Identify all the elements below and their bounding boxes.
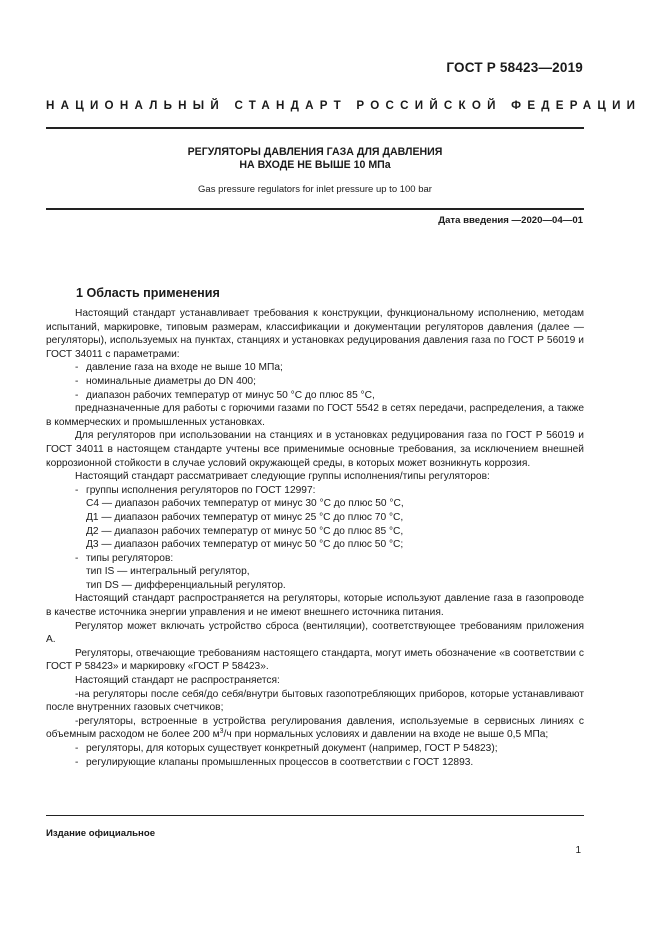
list-item-text-tail: /ч при нормальных условиях и давлении на входе не выше 0,5 МПа; bbox=[223, 729, 549, 741]
english-title: Gas pressure regulators for inlet pressure up to 100 bar bbox=[198, 184, 432, 195]
list-subitem: Д1 — диапазон рабочих температур от минус 25 °С до плюс 70 °С, bbox=[86, 511, 404, 523]
list-subitem: Д2 — диапазон рабочих температур от минус 50 °С до плюс 85 °С, bbox=[86, 525, 404, 537]
dash-marker: - bbox=[75, 743, 79, 754]
list-item-text: диапазон рабочих температур от минус 50 °С до плюс 85 °С, bbox=[86, 389, 375, 401]
title-line-1: РЕГУЛЯТОРЫ ДАВЛЕНИЯ ГАЗА ДЛЯ ДАВЛЕНИЯ bbox=[187, 146, 443, 158]
footer-divider bbox=[46, 815, 584, 816]
list-item-text: номинальные диаметры до DN 400; bbox=[86, 375, 256, 387]
list-item bbox=[46, 389, 584, 403]
list-item bbox=[46, 756, 584, 770]
header-divider bbox=[46, 127, 584, 129]
list-subitem: Д3 — диапазон рабочих температур от минус 50 °С до плюс 50 °С; bbox=[86, 539, 404, 551]
list-item bbox=[46, 484, 584, 498]
list-item bbox=[46, 742, 584, 756]
list-item-text: на регуляторы после себя/до себя/внутри бытовых газопотребляющих приборов, которые устанавливают после внутренних газовых счетчиков; bbox=[46, 688, 584, 714]
list-subitem: С4 — диапазон рабочих температур от минус 30 °С до плюс 50 °С, bbox=[86, 498, 404, 510]
dash-marker: - bbox=[75, 484, 79, 496]
list-item bbox=[46, 688, 584, 715]
list-subitem: тип DS — дифференциальный регулятор. bbox=[86, 579, 286, 591]
page-number: 1 bbox=[575, 845, 581, 856]
paragraph-scope: Настоящий стандарт устанавливает требования к конструкции, функциональному исполнению, методам испытаний, маркировке, типовым размерам, классификации и документации регуляторов давления (далее — регуляторы), используемых на пунктах, станциях и установках редуцирования давления газа по ГОСТ Р 56019 и ГОСТ 34011 с параметрами: bbox=[46, 308, 584, 360]
dash-marker: - bbox=[75, 756, 79, 768]
section-heading: 1 Область применения bbox=[76, 286, 220, 300]
list-item-text: регуляторы, для которых существует конкретный документ (например, ГОСТ Р 54823); bbox=[86, 743, 498, 754]
paragraph-continuation: предназначенные для работы с горючими газами по ГОСТ 5542 в сетях передачи, распределения, а также в коммерческих и промышленных установках. bbox=[46, 403, 584, 428]
paragraph-groups-intro: Настоящий стандарт рассматривает следующие группы исполнения/типы регуляторов: bbox=[75, 471, 490, 483]
paragraph-relief-device: Регулятор может включать устройство сброса (вентиляции), соответствующее требованиям приложения А. bbox=[46, 620, 584, 646]
list-item bbox=[46, 375, 584, 389]
paragraph-marking: Регуляторы, отвечающие требованиям настоящего стандарта, могут иметь обозначение «в соответствии с ГОСТ Р 58423» и маркировку «ГОСТ Р 58423». bbox=[46, 647, 584, 673]
list-item bbox=[46, 552, 584, 566]
title-divider bbox=[46, 208, 584, 210]
dash-marker: - bbox=[75, 389, 79, 401]
title-line-2: НА ВХОДЕ НЕ ВЫШЕ 10 МПа bbox=[239, 159, 391, 171]
paragraph-applicability: Настоящий стандарт распространяется на регуляторы, которые используют давление газа в газопроводе в качестве источника энергии управления и не имеют внешнего источника питания. bbox=[46, 593, 584, 619]
dash-marker: - bbox=[75, 552, 79, 564]
list-subitem: тип IS — интегральный регулятор, bbox=[86, 566, 250, 578]
document-code: ГОСТ Р 58423—2019 bbox=[446, 60, 583, 75]
paragraph-stations: Для регуляторов при использовании на станциях и в установках редуцирования газа по ГОСТ Р 56019 и ГОСТ 34011 в настоящем стандарте учтены все применимые основные требования, за исключением внешней коррозионной стойкости в случае условий окружающей среды, в которых может возникнуть коррозия. bbox=[46, 430, 584, 469]
national-standard-heading: НАЦИОНАЛЬНЫЙ СТАНДАРТ РОССИЙСКОЙ ФЕДЕРАЦИИ bbox=[46, 99, 642, 112]
dash-marker: - bbox=[75, 688, 79, 700]
dash-marker: - bbox=[75, 715, 79, 727]
superscript: 3 bbox=[219, 728, 224, 736]
dash-marker: - bbox=[75, 362, 79, 374]
section-body bbox=[46, 307, 584, 769]
list-item bbox=[46, 361, 584, 375]
list-item-text: регулирующие клапаны промышленных процессов в соответствии с ГОСТ 12893. bbox=[86, 756, 474, 768]
official-edition: Издание официальное bbox=[46, 828, 156, 839]
paragraph-exclusions-intro: Настоящий стандарт не распространяется: bbox=[75, 675, 280, 687]
list-item-text: давление газа на входе не выше 10 МПа; bbox=[86, 362, 283, 374]
list-item-text: типы регуляторов: bbox=[86, 552, 174, 564]
dash-marker: - bbox=[75, 375, 79, 387]
introduction-date: Дата введения —2020—04—01 bbox=[438, 215, 583, 226]
list-item-text: группы исполнения регуляторов по ГОСТ 12997: bbox=[86, 484, 316, 496]
list-item bbox=[46, 715, 584, 742]
list-item-text: регуляторы, встроенные в устройства регулирования давления, используемые в сервисных линиях с объемным расходом не более 200 м bbox=[46, 715, 584, 741]
